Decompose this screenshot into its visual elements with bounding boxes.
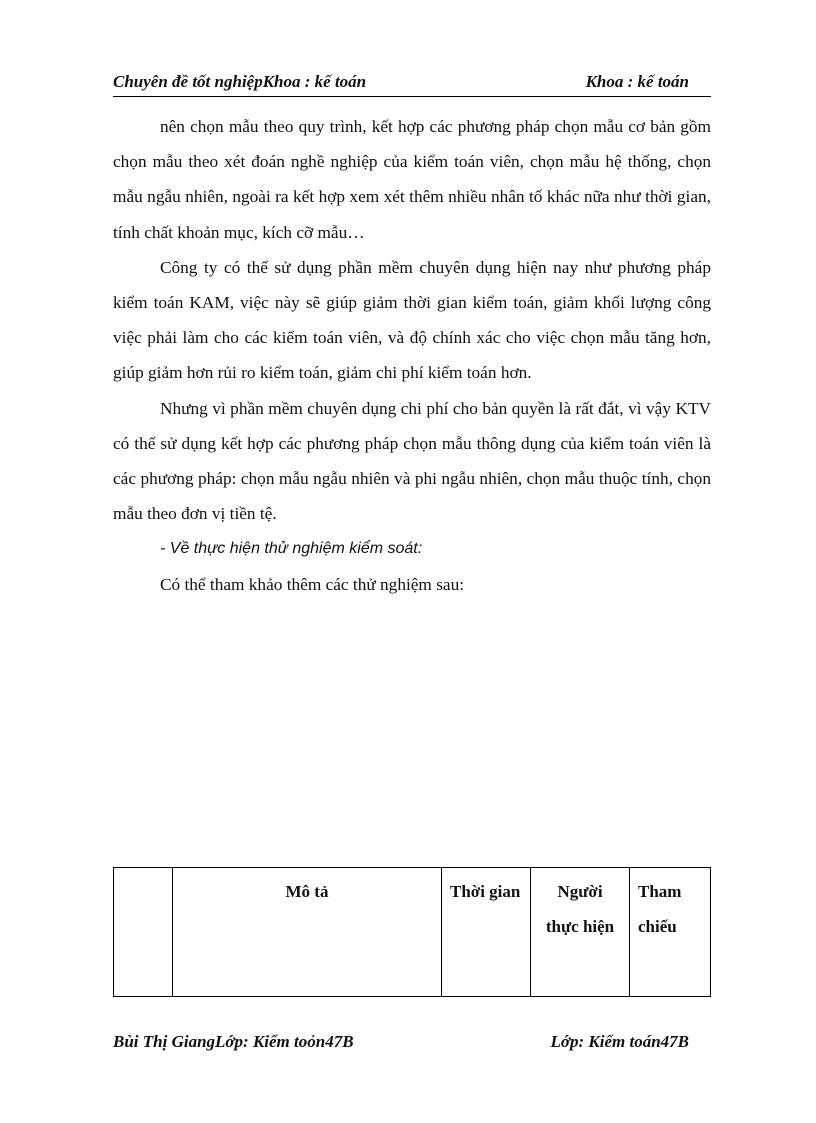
table-header-description: Mô tả [173,868,442,997]
table-header-time: Thời gian [442,868,531,997]
footer-left-text: Bùi Thị GiangLớp: Kiểm toỏn47B [113,1032,354,1051]
test-plan-table [113,867,711,997]
document-body [113,109,711,602]
paragraph-sampling-methods: nên chọn mẫu theo quy trình, kết hợp các phương pháp chọn mẫu cơ bản gồm chọn mẫu theo xét đoán nghề nghiệp của kiểm toán viên, chọn mẫu hệ thống, chọn mẫu ngẫu nhiên, ngoài ra kết hợp xem xét thêm nhiều nhân tố khác nữa như thời gian, tính chất khoản mục, kích cỡ mẫu… [113,117,711,242]
table-header-performer: Người thực hiện [531,868,630,997]
table-header-row [114,868,711,997]
paragraph-kam-software: Công ty có thể sử dụng phần mềm chuyên dụng hiện nay như phương pháp kiểm toán KAM, việc này sẽ giúp giảm thời gian kiểm toán, giảm khối lượng công việc phải làm cho các kiểm toán viên, và độ chính xác cho việc chọn mẫu tăng hơn, giúp giảm hơn rủi ro kiểm toán, giảm chi phí kiểm toán hơn. [113,257,711,383]
table-header-cell-blank [114,868,173,997]
paragraph-reference-tests: Có thể tham khảo thêm các thử nghiệm sau: [160,574,465,594]
table-header-reference: Tham chiếu [630,868,711,997]
paragraph-cost-note: Nhưng vì phần mềm chuyên dụng chi phí cho bản quyền là rất đắt, vì vậy KTV có thể sử dụng kết hợp các phương pháp chọn mẫu thông dụng của kiểm toán viên là các phương pháp: chọn mẫu ngẫu nhiên và phi ngẫu nhiên, chọn mẫu thuộc tính, chọn mẫu theo đơn vị tiền tệ. [113,398,711,524]
header-left-text: Chuyên đề tốt nghiệpKhoa : kế toán [113,72,367,91]
page-header [113,72,711,97]
header-right-text: Khoa : kế toán [585,72,689,91]
control-testing-heading: - Về thực hiện thử nghiệm kiểm soát: [160,540,423,558]
footer-right-text: Lớp: Kiểm toán47B [550,1032,689,1051]
